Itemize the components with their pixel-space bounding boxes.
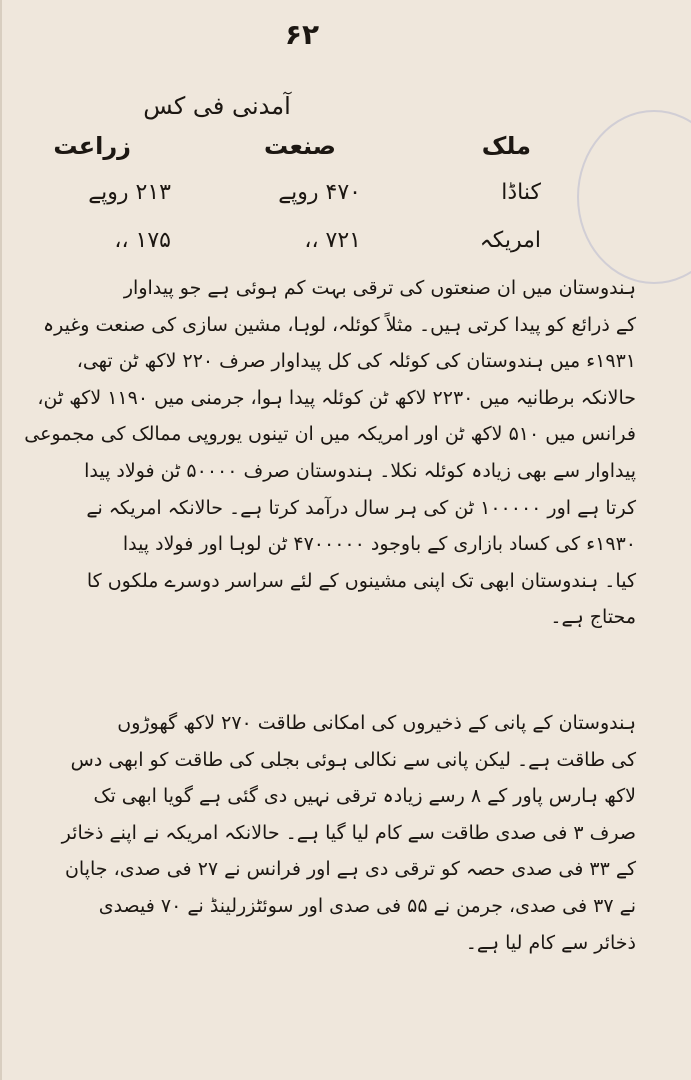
text-line: ہندوستان کے پانی کے ذخیروں کی امکانی طاقت ۲۷۰ لاکھ گھوڑوں	[117, 712, 636, 734]
text-line: لاکھ ہارس پاور کے ۸ رسے زیادہ ترقی نہیں دی گئی ہے گویا ابھی تک	[93, 785, 636, 808]
text-line: ۱۹۳۰ء کی کساد بازاری کے باوجود ۴۷۰۰۰۰۰ ٹن لوہا اور فولاد پیدا	[122, 533, 636, 556]
header-industry: صنعت	[264, 132, 336, 160]
table-cell-agriculture: ۱۷۵ ،،	[114, 228, 171, 253]
text-line: کی طاقت ہے۔ لیکن پانی سے نکالی ہوئی بجلی کی طاقت کو ابھی دس	[70, 748, 636, 771]
text-line: کے ذرائع کو پیدا کرتی ہیں۔ مثلاً کوئلہ، لوہا، مشین سازی کی صنعت وغیرہ	[43, 313, 636, 336]
text-line: کے ۳۳ فی صدی حصہ کو ترقی دی ہے اور فرانس نے ۲۷ فی صدی، جاپان	[64, 858, 636, 881]
text-line: ۱۹۳۱ء میں ہندوستان کی کوئلہ کی کل پیداوار صرف ۲۲۰ لاکھ ٹن تھی،	[76, 350, 636, 373]
text-line: کیا۔ ہندوستان ابھی تک اپنی مشینوں کے لئے سراسر دوسرے ملکوں کا	[86, 569, 636, 592]
table-cell-industry: ۴۷۰ روپے	[278, 180, 361, 205]
page-number: ۶۲	[284, 18, 320, 51]
library-stamp	[577, 110, 691, 284]
text-line: صرف ۳ فی صدی طاقت سے کام لیا گیا ہے۔ حالانکہ امریکہ نے اپنے ذخائر	[61, 821, 636, 844]
text-line: نے ۳۷ فی صدی، جرمن نے ۵۵ فی صدی اور سوئٹزرلینڈ نے ۷۰ فیصدی	[98, 894, 636, 917]
paragraph-water-power	[26, 705, 636, 961]
table-title: آمدنی فی کس	[143, 92, 291, 120]
text-line: فرانس میں ۵۱۰ لاکھ ٹن اور امریکہ میں ان تینوں یوروپی ممالک کی مجموعی	[24, 423, 636, 446]
paragraph-industry	[26, 270, 636, 636]
table-cell-agriculture: ۲۱۳ روپے	[88, 180, 171, 205]
header-country: ملک	[481, 132, 531, 160]
text-line: ذخائر سے کام لیا ہے۔	[465, 931, 636, 954]
text-line: محتاج ہے۔	[550, 606, 636, 629]
text-line: ہندوستان میں ان صنعتوں کی ترقی بہت کم ہوئی ہے جو پیداوار	[123, 277, 636, 299]
table-cell-industry: ۷۲۱ ،،	[304, 228, 361, 253]
table-cell-country: امریکہ	[479, 228, 541, 253]
text-line: پیداوار سے بھی زیادہ کوئلہ نکلا۔ ہندوستان صرف ۵۰۰۰۰ ٹن فولاد پیدا	[84, 459, 636, 482]
header-agriculture: زراعت	[53, 132, 131, 160]
text-line: حالانکہ برطانیہ میں ۲۲۳۰ لاکھ ٹن کوئلہ پیدا ہوا، جرمنی میں ۱۱۹۰ لاکھ ٹن،	[37, 386, 636, 409]
text-line: کرتا ہے اور ۱۰۰۰۰۰ ٹن کی ہر سال درآمد کرتا ہے۔ حالانکہ امریکہ نے	[86, 496, 636, 519]
table-cell-country: کناڈا	[501, 180, 541, 205]
